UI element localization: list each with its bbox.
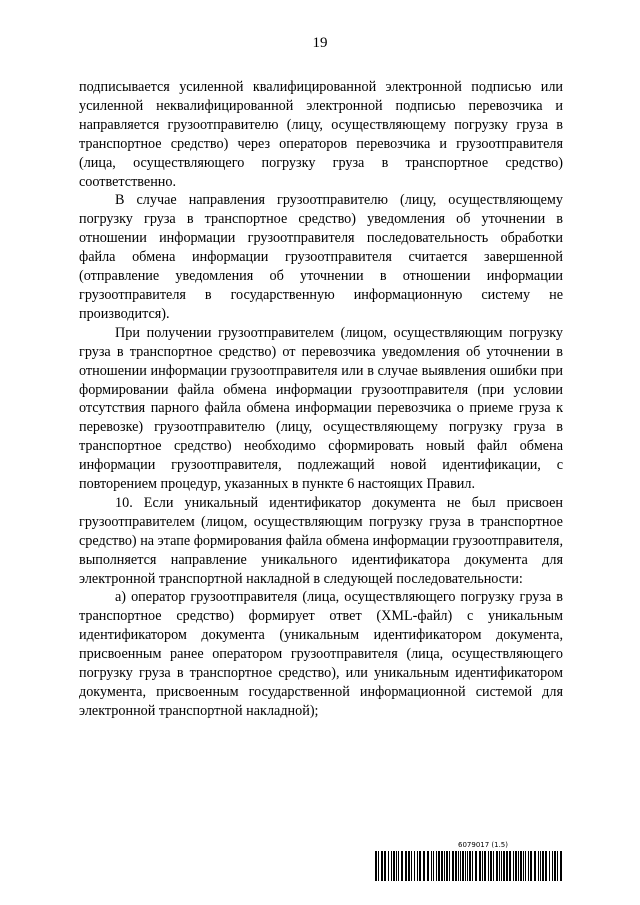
barcode-bar bbox=[542, 851, 544, 881]
barcode-bar bbox=[408, 851, 410, 881]
barcode-bar bbox=[557, 851, 558, 881]
barcode-bar bbox=[441, 851, 443, 881]
barcode-bar bbox=[525, 851, 526, 881]
paragraph: подписывается усиленной квалифицированной электронной подписью или усиленной неквалифицированной электронной подписью перевозчика и направляется грузоотправителю (лицу, осуществляющему погрузку груза в транспортное средство) через операторов перевозчика и грузоотправителя (лица, осуществляющего погрузку груза в транспортное средство) соответственно. bbox=[79, 79, 563, 190]
barcode-bar bbox=[438, 851, 440, 881]
barcode-bar bbox=[515, 851, 517, 881]
barcode-bar bbox=[552, 851, 553, 881]
barcode-bar bbox=[449, 851, 450, 881]
paragraph: В случае направления грузоотправителю (лицу, осуществляющему погрузку груза в транспортное средство) уведомления об уточнении в отношении информации грузоотправителя последовательность обработки файла обмена информации грузоотправителя считается завершенной (отправление уведомления об уточнении в отношении информации грузоотправителя в государственную информационную систему не производится). bbox=[79, 192, 563, 322]
barcode-bar bbox=[436, 851, 437, 881]
barcode-label: 6079017 (1.5) bbox=[458, 841, 508, 849]
paragraph: а) оператор грузоотправителя (лица, осуществляющего погрузку груза в транспортное средство) формирует ответ (XML-файл) с уникальным идентификатором документа (уникальным идентификатором документа, присвоенным ранее оператором грузоотправителя (лица, осуществляющего погрузку груза в транспортное средство), или уникальным идентификатором документа, присвоенным государственной информационной системой для электронной транспортной накладной); bbox=[79, 589, 563, 719]
barcode-bar bbox=[405, 851, 407, 881]
barcode-bar bbox=[530, 851, 532, 881]
barcode-bar bbox=[462, 851, 464, 881]
barcode-bar bbox=[391, 851, 392, 881]
barcode-bar bbox=[431, 851, 432, 881]
barcode-bar bbox=[554, 851, 556, 881]
barcode-bar bbox=[433, 851, 434, 881]
document-body bbox=[79, 78, 563, 721]
barcode-bar bbox=[484, 851, 486, 881]
barcode-image bbox=[375, 851, 563, 881]
barcode-bar bbox=[528, 851, 529, 881]
barcode-bar bbox=[419, 851, 421, 881]
barcode-bar bbox=[523, 851, 524, 881]
barcode-bar bbox=[388, 851, 389, 881]
barcode-bar bbox=[444, 851, 445, 881]
barcode-bar bbox=[414, 851, 415, 881]
barcode-bar bbox=[465, 851, 466, 881]
barcode-bar bbox=[545, 851, 547, 881]
paragraph: При получении грузоотправителем (лицом, осуществляющим погрузку груза в транспортное средство) от перевозчика уведомления об уточнении в отношении информации грузоотправителя или в случае выявления ошибки при формировании файла обмена информации грузоотправителя (при условии отсутствия парного файла обмена информации перевозчика о приеме груза к перевозке) грузоотправителю (лицу, осуществляющему погрузку груза в транспортное средство) необходимо сформировать новый файл обмена информации грузоотправителя, подлежащий новой идентификации, с повторением процедур, указанных в пункте 6 настоящих Правил. bbox=[79, 324, 563, 493]
barcode-bar bbox=[506, 851, 508, 881]
barcode-bar bbox=[560, 851, 562, 881]
barcode-bar bbox=[455, 851, 457, 881]
barcode-bar bbox=[540, 851, 541, 881]
barcode-bar bbox=[549, 851, 550, 881]
barcode-bar bbox=[490, 851, 492, 881]
barcode-bar bbox=[381, 851, 383, 881]
barcode-bar bbox=[417, 851, 418, 881]
barcode-bar bbox=[520, 851, 522, 881]
barcode-bar bbox=[496, 851, 498, 881]
barcode-bar bbox=[472, 851, 473, 881]
barcode-bar bbox=[538, 851, 539, 881]
page-number: 19 bbox=[312, 35, 328, 51]
barcode-bar bbox=[452, 851, 454, 881]
barcode-bar bbox=[378, 851, 379, 881]
barcode-bar bbox=[393, 851, 395, 881]
barcode-bar bbox=[503, 851, 505, 881]
barcode-bar bbox=[479, 851, 481, 881]
barcode-bar bbox=[401, 851, 403, 881]
barcode-bar bbox=[534, 851, 536, 881]
barcode-bar bbox=[482, 851, 483, 881]
barcode-bar bbox=[398, 851, 399, 881]
barcode-bar bbox=[446, 851, 448, 881]
barcode-bar bbox=[411, 851, 412, 881]
barcode-bar bbox=[460, 851, 461, 881]
barcode-bar bbox=[423, 851, 425, 881]
barcode-bar bbox=[427, 851, 429, 881]
barcode-bar bbox=[384, 851, 386, 881]
barcode-bar bbox=[396, 851, 397, 881]
barcode-bar bbox=[493, 851, 494, 881]
barcode-bar bbox=[475, 851, 477, 881]
paragraph: 10. Если уникальный идентификатор документа не был присвоен грузоотправителем (лицом, осуществляющим погрузку груза в транспортное средство) на этапе формирования файла обмена информации грузоотправителя, выполняется направление уникального идентификатора документа для электронной транспортной накладной в следующей последовательности: bbox=[79, 494, 563, 587]
barcode-bar bbox=[488, 851, 489, 881]
barcode-bar bbox=[467, 851, 468, 881]
barcode-bar bbox=[509, 851, 511, 881]
barcode-bar bbox=[375, 851, 377, 881]
barcode-bar bbox=[513, 851, 514, 881]
barcode-bar bbox=[469, 851, 471, 881]
barcode-bar bbox=[518, 851, 519, 881]
barcode-bar bbox=[458, 851, 459, 881]
barcode-bar bbox=[501, 851, 502, 881]
barcode-bar bbox=[499, 851, 500, 881]
